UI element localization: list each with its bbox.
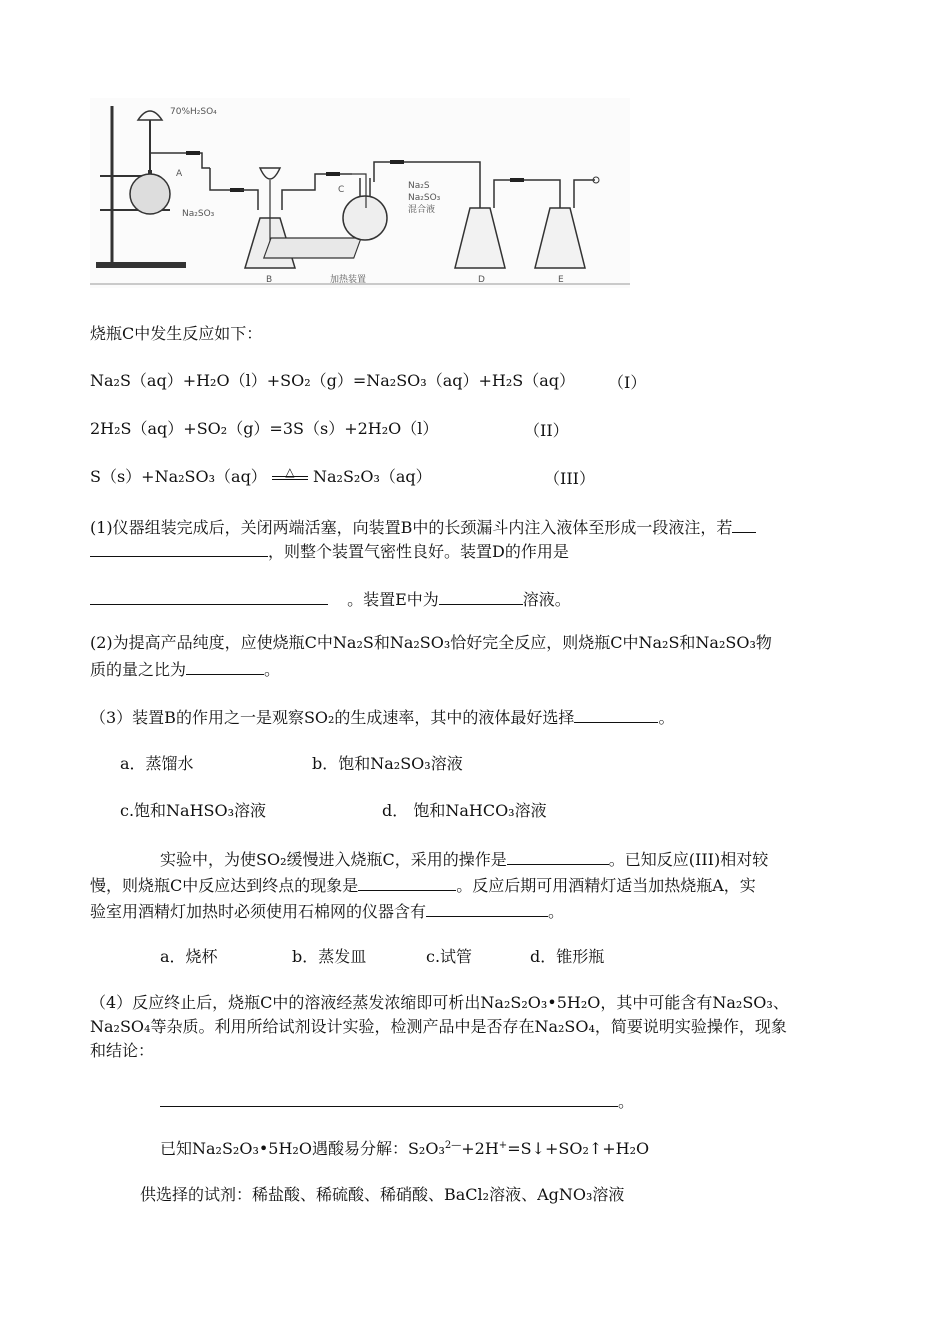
q2-end: 。 (264, 660, 281, 679)
q4-answer-line (160, 1088, 634, 1112)
fig-label-d: D (478, 275, 485, 285)
fig-label-c: C (338, 185, 345, 195)
q1-part2: ，则整个装置气密性良好。装置D的作用是 (268, 542, 569, 561)
q4-blank[interactable] (160, 1088, 618, 1107)
q3-p2-line2 (90, 872, 756, 897)
reaction-3-right: Na₂S₂O₃（aq） (313, 467, 432, 486)
q1-blank-2[interactable] (90, 586, 328, 605)
q1-part1: (1)仪器组装完成后，关闭两端活塞，向装置B中的长颈漏斗内注入液体至形成一段液注，若 (90, 518, 733, 537)
q3-p2-l1a: 实验中，为使SO₂缓慢进入烧瓶C，采用的操作是 (160, 850, 507, 869)
q3-blank-1[interactable] (574, 704, 658, 723)
q1-blank-1b[interactable] (90, 538, 268, 557)
intro-text: 烧瓶C中发生反应如下： (90, 324, 263, 343)
heat-symbol: △ (285, 465, 295, 479)
reaction-1-equation: Na₂S（aq）+H₂O（l）+SO₂（g）=Na₂SO₃（aq）+H₂S（aq） (90, 371, 575, 390)
q4-line2: Na₂SO₄等杂质。利用所给试剂设计实验，检测产品中是否存在Na₂SO₄，简要说明实验操作，现象 (90, 1017, 787, 1036)
q3-option2-d: d．锥形瓶 (530, 947, 605, 966)
q3-p2-l3a: 验室用酒精灯加热时必须使用石棉网的仪器含有 (90, 902, 427, 921)
heat-arrow (272, 465, 308, 480)
q3-option-a: a．蒸馏水 (120, 754, 194, 773)
q4-reagents: 供选择的试剂：稀盐酸、稀硫酸、稀硝酸、BaCl₂溶液、AgNO₃溶液 (140, 1185, 625, 1204)
fig-label-a: A (176, 169, 183, 179)
apparatus-figure (90, 98, 630, 288)
reaction-1 (90, 370, 575, 392)
fig-label-heater: 加热装置 (330, 275, 367, 285)
q3-p2-l2b: 。反应后期可用酒精灯适当加热烧瓶A，实 (456, 876, 756, 895)
q4-known-b: +2H (461, 1139, 499, 1158)
q3-option-c: c.饱和NaHSO₃溶液 (120, 801, 267, 820)
fig-label-b: B (266, 275, 273, 285)
q4-line3: 和结论： (90, 1041, 155, 1060)
q3-blank-2[interactable] (507, 846, 609, 865)
q3-line1 (90, 704, 674, 729)
q4-line1: （4）反应终止后，烧瓶C中的溶液经蒸发浓缩即可析出Na₂S₂O₃•5H₂O，其中可能含有Na₂SO₃、 (90, 993, 789, 1012)
fig-label-acid: 70%H₂SO₄ (170, 107, 217, 117)
q3-p2-line1 (160, 846, 768, 870)
q4-known (160, 1136, 649, 1159)
apparatus-diagram (90, 98, 630, 288)
q3-blank-3[interactable] (358, 872, 456, 891)
q3-p2-l1b: 。已知反应(III)相对较 (608, 850, 769, 869)
fig-label-mix-3: 混合液 (408, 205, 436, 215)
q3-option-b: b．饱和Na₂SO₃溶液 (312, 754, 463, 773)
q2-line2-text: 质的量之比为 (90, 660, 187, 679)
q4-known-c: =S↓+SO₂↑+H₂O (507, 1139, 650, 1158)
q1-line2 (90, 538, 569, 563)
q1-line3 (90, 586, 571, 611)
reaction-1-number: （I） (608, 373, 647, 392)
reaction-2-number: （II） (524, 421, 569, 440)
q2-line1: (2)为提高产品纯度，应使烧瓶C中Na₂S和Na₂SO₃恰好完全反应，则烧瓶C中Na₂S和Na₂SO₃物 (90, 633, 772, 652)
reaction-3-left: S（s）+Na₂SO₃（aq） (90, 467, 267, 486)
q4-end: 。 (618, 1092, 635, 1111)
q1-blank-3[interactable] (439, 586, 523, 605)
fig-label-mix-1: Na₂S (408, 181, 430, 191)
q3-option2-a: a．烧杯 (160, 947, 218, 966)
q3-text: （3）装置B的作用之一是观察SO₂的生成速率，其中的液体最好选择 (90, 708, 575, 727)
q2-line2 (90, 656, 280, 681)
fig-label-e: E (558, 275, 564, 285)
q1-part4: 溶液。 (522, 590, 571, 609)
reaction-3-number: （III） (544, 469, 595, 488)
q3-option2-c: c.试管 (426, 947, 473, 966)
fig-label-salt-a: Na₂SO₃ (182, 209, 215, 219)
q3-option2-b: b．蒸发皿 (292, 947, 367, 966)
reaction-2-equation: 2H₂S（aq）+SO₂（g）=3S（s）+2H₂O（l） (90, 419, 439, 438)
q1-part3: 。装置E中为 (347, 590, 439, 609)
fig-label-mix-2: Na₂SO₃ (408, 193, 441, 203)
q3-p2-line3 (90, 898, 564, 923)
q1-blank-1a[interactable] (732, 514, 756, 533)
q2-blank[interactable] (186, 656, 264, 675)
q4-known-charge: 2— (444, 1140, 462, 1151)
q4-known-a: 已知Na₂S₂O₃•5H₂O遇酸易分解：S₂O₃ (160, 1139, 445, 1158)
q4-known-plus: + (498, 1140, 508, 1151)
q3-p2-l3b: 。 (548, 902, 565, 921)
q3-end: 。 (658, 708, 675, 727)
q3-option-d: d． 饱和NaHCO₃溶液 (382, 801, 547, 820)
reaction-3 (90, 466, 432, 488)
reaction-2 (90, 418, 438, 440)
q3-blank-4[interactable] (426, 898, 548, 917)
q3-p2-l2a: 慢，则烧瓶C中反应达到终点的现象是 (90, 876, 359, 895)
q1-line1 (90, 514, 756, 539)
